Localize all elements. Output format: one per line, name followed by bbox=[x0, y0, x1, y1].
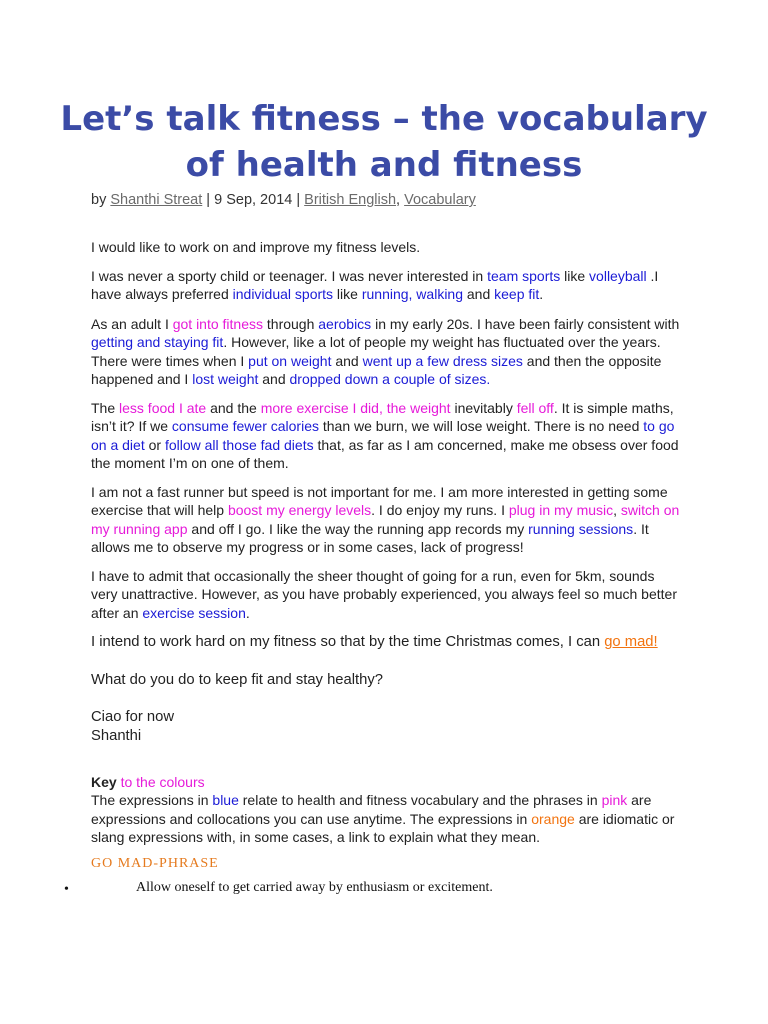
text-run: .I have always preferred bbox=[91, 268, 659, 303]
highlighted-expression: more exercise I did, the weight bbox=[260, 400, 451, 416]
text-run: As an adult I bbox=[91, 316, 173, 332]
paragraph-2 bbox=[91, 267, 681, 304]
text-run: I would like to work on and improve my fitness levels. bbox=[91, 239, 421, 255]
key-explanation bbox=[91, 791, 681, 846]
category-link-british-english[interactable]: British English bbox=[304, 192, 397, 208]
highlighted-expression[interactable]: running sessions bbox=[528, 520, 634, 537]
bullet-icon: • bbox=[64, 882, 69, 897]
highlighted-expression[interactable]: getting and staying fit bbox=[91, 334, 224, 351]
paragraph-text bbox=[91, 633, 681, 651]
highlighted-expression[interactable]: exercise session bbox=[142, 604, 246, 621]
highlighted-expression: switch on my running app bbox=[91, 502, 680, 537]
text-run: . bbox=[539, 286, 544, 303]
text-run: . I do enjoy my runs. I bbox=[371, 502, 509, 519]
text-run: than we burn, we will lose weight. There is no need bbox=[318, 418, 644, 435]
paragraph-4 bbox=[91, 399, 681, 472]
highlighted-expression[interactable]: aerobics bbox=[318, 316, 372, 332]
signoff-line: Ciao for now bbox=[91, 709, 175, 725]
paragraph-text bbox=[91, 267, 681, 304]
highlighted-expression: pink bbox=[601, 792, 628, 809]
highlighted-expression[interactable]: follow all those fad diets bbox=[164, 436, 314, 453]
post-date: 9 Sep, 2014 bbox=[214, 192, 293, 208]
text-run: . It allows me to observe my progress or in some cases, lack of progress! bbox=[91, 520, 649, 555]
text-run: like bbox=[333, 286, 362, 303]
color-key bbox=[91, 773, 681, 846]
highlighted-expression[interactable]: dropped down a couple of sizes. bbox=[289, 370, 491, 387]
text-run: I intend to work hard on my fitness so that by the time Christmas comes, I can bbox=[91, 634, 605, 650]
highlighted-expression[interactable]: lost weight bbox=[192, 370, 259, 387]
key-heading bbox=[91, 773, 681, 791]
phrase-heading: GO MAD-PHRASE bbox=[91, 856, 219, 871]
highlighted-expression[interactable]: volleyball bbox=[589, 268, 647, 284]
text-run: inevitably bbox=[450, 400, 517, 416]
category-link-vocabulary[interactable]: Vocabulary bbox=[404, 192, 476, 208]
highlighted-expression[interactable]: went up a few dress sizes bbox=[362, 352, 523, 369]
text-run: I was never a sporty child or teenager. I was never interested in bbox=[91, 268, 488, 284]
text-run: The expressions in bbox=[91, 792, 213, 809]
highlighted-expression[interactable]: blue bbox=[212, 792, 239, 809]
text-run: in my early 20s. I have been fairly consistent with bbox=[371, 316, 680, 332]
signoff-name: Shanthi bbox=[91, 728, 142, 744]
highlighted-expression[interactable]: go mad! bbox=[604, 634, 658, 650]
highlighted-expression: less food I ate bbox=[119, 400, 207, 416]
text-run: What do you do to keep fit and stay healthy? bbox=[91, 672, 384, 688]
text-run: or bbox=[144, 436, 165, 453]
text-run: and bbox=[463, 286, 495, 303]
byline-separator: | bbox=[206, 192, 211, 208]
text-run: and off I go. I like the way the running app records my bbox=[187, 520, 529, 537]
highlighted-expression[interactable]: team sports bbox=[487, 268, 561, 284]
paragraph-text bbox=[91, 671, 681, 689]
text-run: and bbox=[258, 370, 290, 387]
text-run: that, as far as I am concerned, make me obsess over food the moment I’m on one of them. bbox=[91, 436, 679, 471]
key-label-colored: to the colours bbox=[116, 774, 205, 790]
text-run: . It is simple maths, isn’t it? If we bbox=[91, 400, 674, 435]
text-run: are idiomatic or slang expressions with, in some cases, a link to explain what they mean. bbox=[91, 810, 675, 845]
byline bbox=[91, 192, 476, 208]
byline-separator: | bbox=[296, 192, 301, 208]
highlighted-expression[interactable]: to go on a diet bbox=[91, 418, 675, 453]
text-run: and bbox=[331, 352, 363, 369]
paragraph-7 bbox=[91, 633, 681, 651]
text-run: are expressions and collocations you can use anytime. The expressions in bbox=[91, 792, 652, 827]
highlighted-expression: boost my energy levels bbox=[227, 502, 372, 519]
highlighted-expression[interactable]: running, walking bbox=[361, 286, 463, 303]
paragraph-8 bbox=[91, 671, 681, 689]
highlighted-expression: orange bbox=[531, 810, 575, 827]
highlighted-expression: fell off bbox=[516, 400, 554, 416]
highlighted-expression: got into fitness bbox=[172, 316, 263, 332]
text-run: relate to health and fitness vocabulary and the phrases in bbox=[238, 792, 602, 809]
text-run: I have to admit that occasionally the sheer thought of going for a run, even for 5km, sounds very unattractive. However, as you have probably experienced, you always feel so much better after an bbox=[91, 568, 677, 621]
paragraph-1 bbox=[91, 238, 681, 256]
text-run: , bbox=[613, 502, 621, 519]
highlighted-expression[interactable]: consume fewer calories bbox=[171, 418, 319, 435]
text-run: like bbox=[560, 268, 590, 284]
text-run: . bbox=[245, 604, 250, 621]
byline-by: by bbox=[91, 192, 107, 208]
phrase-definition: Allow oneself to get carried away by enthusiasm or excitement. bbox=[136, 880, 493, 895]
text-run: The bbox=[91, 400, 120, 416]
highlighted-expression: plug in my music bbox=[508, 502, 614, 519]
paragraph-text bbox=[91, 238, 681, 256]
key-label: Key bbox=[91, 774, 117, 790]
page-title: Let’s talk fitness – the vocabulary of health and fitness bbox=[60, 99, 708, 185]
author-link[interactable]: Shanthi Streat bbox=[110, 192, 203, 208]
paragraph-5 bbox=[91, 483, 681, 556]
paragraph-3 bbox=[91, 315, 681, 388]
text-run: and the bbox=[206, 400, 261, 416]
text-run: I am not a fast runner but speed is not important for me. I am more interested in getting some exercise that will help bbox=[91, 484, 668, 519]
text-run: through bbox=[263, 316, 319, 332]
highlighted-expression[interactable]: put on weight bbox=[248, 352, 332, 369]
highlighted-expression[interactable]: individual sports bbox=[232, 286, 334, 303]
paragraph-6 bbox=[91, 567, 681, 622]
highlighted-expression[interactable]: keep fit bbox=[494, 286, 540, 303]
paragraph-text bbox=[91, 399, 681, 472]
paragraph-text bbox=[91, 567, 681, 622]
signoff bbox=[91, 708, 681, 746]
paragraph-text bbox=[91, 315, 681, 388]
paragraph-text bbox=[91, 483, 681, 556]
text-run: and then the opposite happened and I bbox=[91, 352, 662, 387]
byline-comma: , bbox=[396, 192, 401, 208]
text-run: . However, like a lot of people my weight has fluctuated over the years. There were times when I bbox=[91, 334, 661, 369]
